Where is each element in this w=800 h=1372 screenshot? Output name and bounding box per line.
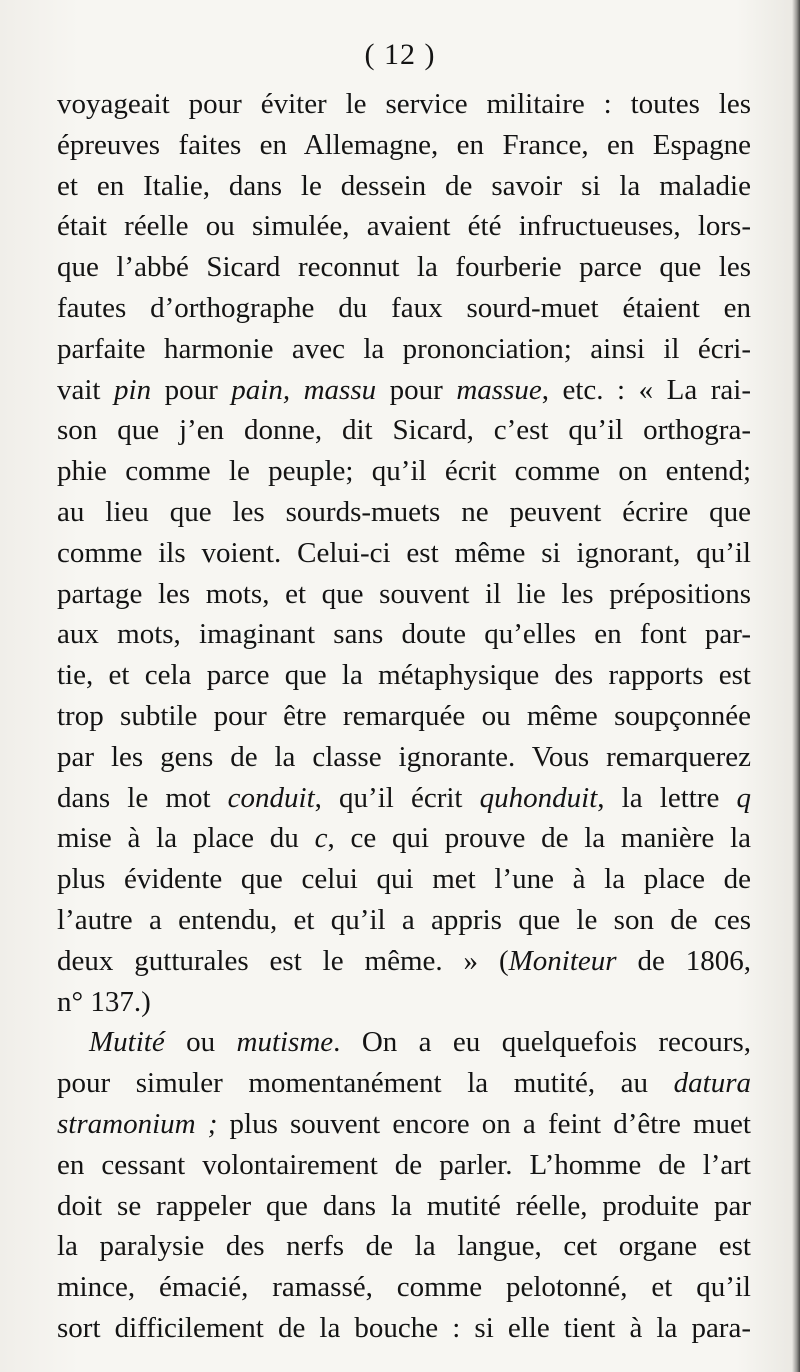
- text-segment: vait: [57, 373, 115, 406]
- page-number: ( 12 ): [364, 38, 436, 71]
- italic-text: quhonduit: [479, 781, 598, 814]
- text-segment: ou: [164, 1026, 237, 1059]
- text-line: [57, 206, 751, 247]
- text-line: [57, 982, 751, 1023]
- italic-text: q: [736, 781, 751, 814]
- text-segment: l’autre a entendu, et qu’il a appris que le son de ces: [57, 903, 751, 936]
- text-segment: au lieu que les sourds-muets ne peuvent écrire que: [57, 495, 751, 528]
- text-line: [57, 84, 751, 125]
- text-segment: . On a eu quelquefois recours,: [333, 1026, 751, 1059]
- text-line: [57, 696, 751, 737]
- body-text: [57, 84, 751, 1349]
- text-line: [57, 859, 751, 900]
- text-line: [57, 1145, 751, 1186]
- text-segment: était réelle ou simulée, avaient été infructueuses, lors-: [57, 210, 751, 243]
- text-line: [57, 125, 751, 166]
- text-line: [57, 329, 751, 370]
- text-segment: et en Italie, dans le dessein de savoir si la maladie: [57, 169, 751, 202]
- text-segment: tie, et cela parce que la métaphysique des rapports est: [57, 659, 751, 692]
- text-segment: doit se rappeler que dans la mutité réelle, produite par: [57, 1189, 751, 1222]
- text-segment: la paralysie des nerfs de la langue, cet organe est: [57, 1230, 751, 1263]
- italic-text: c: [314, 822, 328, 855]
- text-line: [57, 1104, 751, 1145]
- text-segment: fautes d’orthographe du faux sourd-muet étaient en: [57, 291, 751, 324]
- text-line: [57, 1063, 751, 1104]
- text-segment: partage les mots, et que souvent il lie les prépositions: [57, 577, 751, 610]
- text-segment: pour: [376, 373, 457, 406]
- page-edge-shadow: [792, 0, 800, 1372]
- text-line: [57, 655, 751, 696]
- text-segment: plus souvent encore on a feint d’être muet: [217, 1107, 751, 1140]
- text-line: [57, 370, 751, 411]
- text-segment: comme ils voient. Celui-ci est même si ignorant, qu’il: [57, 536, 751, 569]
- text-segment: pour simuler momentanément la mutité, au: [57, 1067, 674, 1100]
- text-line: [57, 533, 751, 574]
- text-segment: sort difficilement de la bouche : si elle tient à la para-: [57, 1311, 751, 1344]
- text-segment: , etc. : « La rai-: [541, 373, 751, 406]
- text-line: [57, 1267, 751, 1308]
- text-line: [57, 288, 751, 329]
- text-segment: n° 137.): [57, 985, 151, 1018]
- italic-text: Mutité: [89, 1026, 165, 1059]
- text-segment: aux mots, imaginant sans doute qu’elles en font par-: [57, 618, 751, 651]
- text-line: [57, 941, 751, 982]
- italic-text: massue: [456, 373, 542, 406]
- text-line: [57, 737, 751, 778]
- text-segment: dans le mot: [57, 781, 228, 814]
- text-line: [57, 1022, 751, 1063]
- text-segment: que l’abbé Sicard reconnut la fourberie parce que les: [57, 251, 751, 284]
- text-line: [57, 574, 751, 615]
- text-segment: par les gens de la classe ignorante. Vous remarquerez: [57, 740, 751, 773]
- italic-text: pin: [114, 373, 152, 406]
- italic-text: datura: [673, 1067, 751, 1100]
- italic-text: stramonium ;: [57, 1107, 218, 1140]
- italic-text: mutisme: [236, 1026, 334, 1059]
- text-segment: en cessant volontairement de parler. L’homme de l’art: [57, 1148, 751, 1181]
- text-line: [57, 1226, 751, 1267]
- text-line: [57, 166, 751, 207]
- text-line: [57, 451, 751, 492]
- text-line: [57, 900, 751, 941]
- italic-text: Moniteur: [508, 944, 617, 977]
- text-segment: plus évidente que celui qui met l’une à la place de: [57, 863, 751, 896]
- italic-text: conduit: [227, 781, 315, 814]
- text-segment: , ce qui prouve de la manière la: [327, 822, 751, 855]
- text-segment: parfaite harmonie avec la prononciation; ainsi il écri-: [57, 332, 751, 365]
- text-segment: deux gutturales est le même. » (: [57, 944, 509, 977]
- text-line: [57, 818, 751, 859]
- text-line: [57, 247, 751, 288]
- text-line: [57, 1308, 751, 1349]
- text-line: [57, 778, 751, 819]
- text-segment: mise à la place du: [57, 822, 315, 855]
- text-line: [57, 614, 751, 655]
- text-line: [57, 492, 751, 533]
- text-line: [57, 1186, 751, 1227]
- text-segment: épreuves faites en Allemagne, en France, en Espagne: [57, 128, 751, 161]
- text-segment: de 1806,: [616, 944, 751, 977]
- text-segment: trop subtile pour être remarquée ou même soupçonnée: [57, 699, 751, 732]
- text-segment: son que j’en donne, dit Sicard, c’est qu’il orthogra-: [57, 414, 751, 447]
- italic-text: pain, massu: [231, 373, 377, 406]
- text-segment: , la lettre: [597, 781, 737, 814]
- text-segment: pour: [151, 373, 232, 406]
- text-line: [57, 410, 751, 451]
- text-segment: phie comme le peuple; qu’il écrit comme on entend;: [57, 455, 751, 488]
- text-segment: voyageait pour éviter le service militaire : toutes les: [57, 88, 751, 120]
- text-segment: mince, émacié, ramassé, comme pelotonné, et qu’il: [57, 1271, 751, 1304]
- text-segment: , qu’il écrit: [314, 781, 480, 814]
